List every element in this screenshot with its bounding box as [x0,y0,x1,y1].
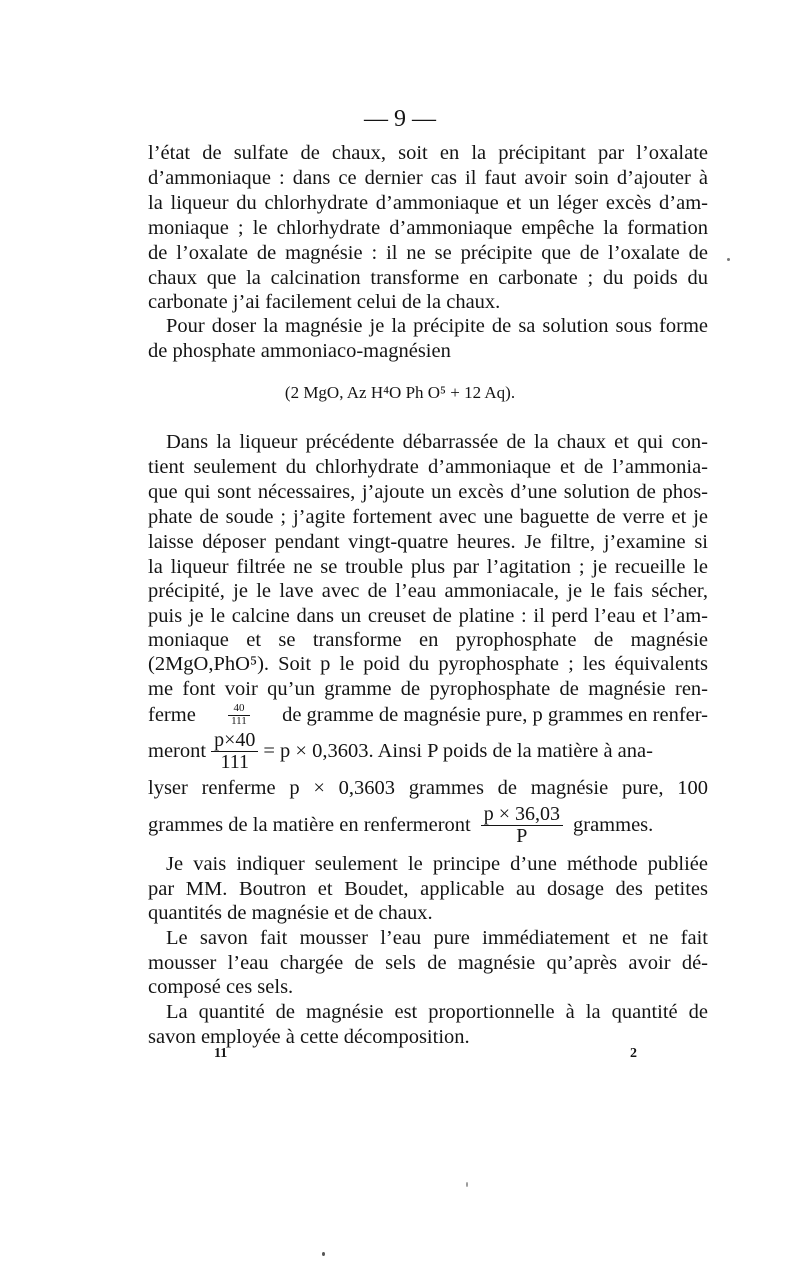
para3-line: Dans la liqueur précédente débarrassée de la chaux et qui con- [166,431,708,453]
para2-line: Pour doser la magnésie je la précipite de sa solution sous forme [166,315,708,337]
chemical-formula: (2 MgO, Az H⁴O Ph O⁵ + 12 Aq). [284,383,516,402]
grammes-trail: grammes. [573,813,654,836]
para1-line: d’ammoniaque : dans ce dernier cas il faut avoir soin d’ajouter à [148,167,708,189]
para1-line: chaux que la calcination transforme en carbonate ; du poids du [148,267,708,289]
para3-line: laisse déposer pendant vingt-quatre heures. Je filtre, j’examine si [148,531,708,553]
fraction-numerator: p × 36,03 [481,804,563,826]
fraction-numerator: 40 [228,703,250,716]
para3-line: (2MgO,PhO⁵). Soit p le poid du pyrophosphate ; les équivalents [148,653,708,675]
page-number: — 9 — [364,106,436,132]
fraction-denominator: P [516,824,528,847]
para3-line: phate de soude ; j’agite fortement avec une baguette de verre et je [148,506,708,528]
fraction-p40-over-111 [211,730,258,773]
para3-line: puis je le calcine dans un creuset de platine : il perd l’eau et l’am- [148,605,708,627]
para3-line: que qui sont nécessaires, j’ajoute un excès d’une solution de phos- [148,481,708,503]
paper-speck [322,1252,325,1256]
grammes-lead: grammes de la matière en renfermeront [148,813,471,836]
paper-speck [727,258,730,261]
ferme-rest: de gramme de magnésie pure, p grammes en renfer- [282,703,708,726]
fraction-numerator: p×40 [211,730,258,752]
para5-line: Le savon fait mousser l’eau pure immédiatement et ne fait [166,927,708,949]
signature-mark-right: 2 [630,1046,637,1061]
meront-rest: = p × 0,3603. Ainsi P poids de la matière à ana- [263,739,653,762]
para1-line: moniaque ; le chlorhydrate d’ammoniaque empêche la formation [148,217,708,239]
para3-line: me font voir qu’un gramme de pyrophosphate de magnésie ren- [148,678,708,700]
para2-line: de phosphate ammoniaco-magnésien [148,340,451,362]
para1-line: la liqueur du chlorhydrate d’ammoniaque et un léger excès d’am- [148,192,708,214]
para6-line: La quantité de magnésie est proportionnelle à la quantité de [166,1001,708,1023]
fraction-40-over-111 [228,703,250,727]
math-line-lyser: lyser renferme p × 0,3603 grammes de magnésie pure, 100 [148,777,708,799]
meront-word: meront [148,739,207,762]
para5-line: composé ces sels. [148,976,294,998]
ferme-word: ferme [148,703,196,726]
fraction-denominator: 111 [220,750,249,773]
para4-line: Je vais indiquer seulement le principe d’une méthode publiée [166,853,708,875]
signature-mark-left: 11 [214,1046,228,1061]
para5-line: mousser l’eau chargée de sels de magnésie qu’après avoir dé- [148,952,708,974]
para3-line: moniaque et se transforme en pyrophosphate de magnésie [148,629,708,651]
para3-line: tient seulement du chlorhydrate d’ammoniaque et de l’ammonia- [148,456,708,478]
para1-line: carbonate j’ai facilement celui de la chaux. [148,291,501,313]
para1-line: de l’oxalate de magnésie : il ne se précipite que de l’oxalate de [148,242,708,264]
para4-line: quantités de magnésie et de chaux. [148,902,433,924]
para3-line: la liqueur filtrée ne se trouble plus par l’agitation ; je recueille le [148,556,708,578]
paper-speck [466,1182,468,1187]
para3-line: précipité, je le lave avec de l’eau ammoniacale, je le fais sécher, [148,580,708,602]
math-line-grammes [148,800,708,850]
para6-line: savon employée à cette décomposition. [148,1026,470,1048]
para4-line: par MM. Boutron et Boudet, applicable au dosage des petites [148,878,708,900]
math-line-meront [148,727,708,775]
fraction-denominator: 111 [231,714,247,727]
fraction-p3603-over-P [481,804,563,847]
para1-line: l’état de sulfate de chaux, soit en la précipitant par l’oxalate [148,142,708,164]
